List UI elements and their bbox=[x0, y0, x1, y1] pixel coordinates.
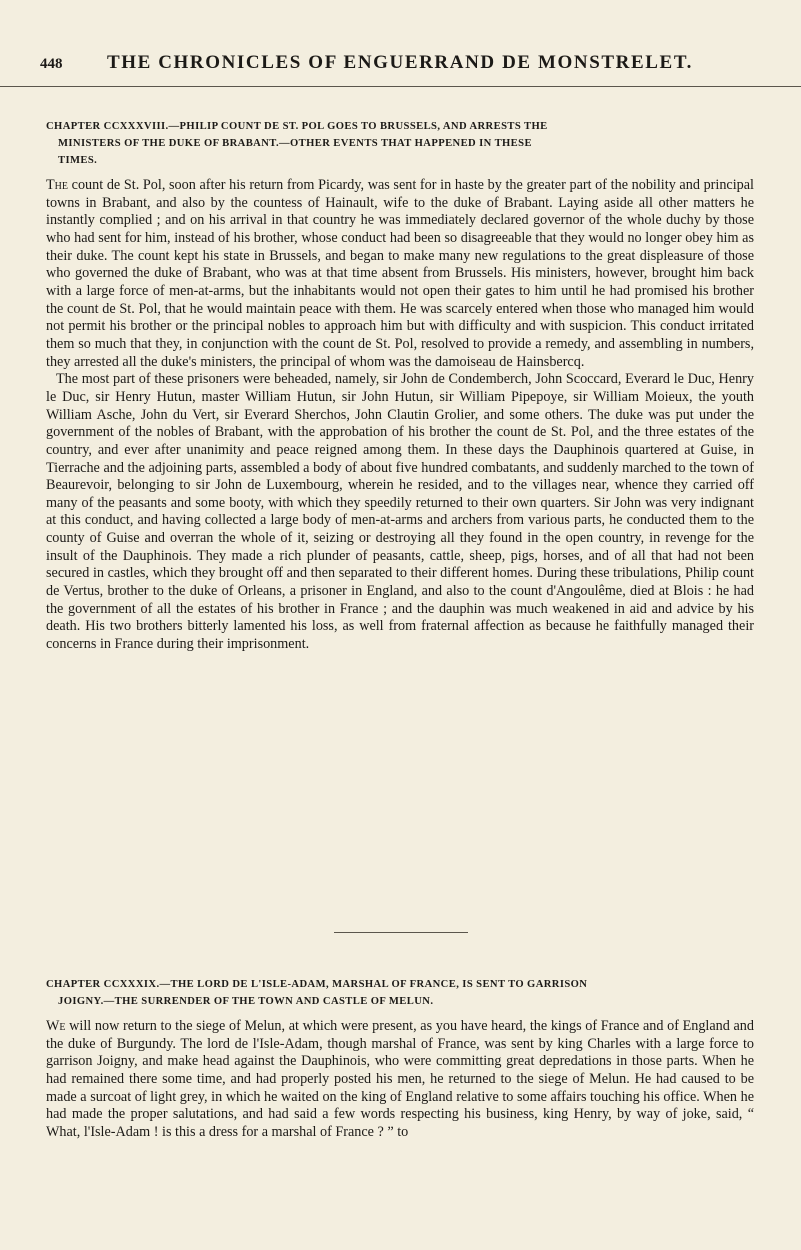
chapter-heading-line: TIMES. bbox=[58, 155, 98, 166]
chapter-heading-line: JOIGNY.—THE SURRENDER OF THE TOWN AND CASTLE OF MELUN. bbox=[58, 996, 434, 1007]
chapter-239 bbox=[46, 976, 754, 1142]
paragraph-text: count de St. Pol, soon after his return from Picardy, was sent for in haste by the greater part of the nobility and principal towns in Brabant, and also by the countess of Hainault, wife to the duke of Brabant. Laying aside all other matters he instantly complied ; and on his arrival in that country he was immediately declared governor of the whole duchy by those who had sent for him, instead of his brother, whose conduct had been so disagreeable that they would no longer obey him as their duke. The count kept his state in Brussels, and began to make many new regulations to the great displeasure of those who governed the duke of Brabant, who was at that time absent from Brussels. His ministers, however, brought him back with a large force of men-at-arms, but the inhabitants would not open their gates to him until he had promised his brother the count de St. Pol, that he would maintain peace with them. He was scarcely entered when those who managed him would not permit his brother or the principal nobles to approach him but with difficulty and with suspicion. This conduct irritated them so much that they, in conjunction with the count de St. Pol, resolved to provide a remedy, and assembling in numbers, they arrested all the duke's ministers, the principal of whom was the damoiseau de Hainsbercq. bbox=[46, 177, 754, 370]
page-number: 448 bbox=[40, 56, 63, 72]
chapter-heading bbox=[46, 976, 754, 1010]
chapter-heading bbox=[46, 118, 754, 169]
lead-word: The bbox=[46, 177, 68, 193]
chapter-heading-line: CHAPTER CCXXXVIII.—PHILIP COUNT DE ST. POL GOES TO BRUSSELS, AND ARRESTS THE bbox=[46, 121, 548, 132]
paragraph-text: will now return to the siege of Melun, at which were present, as you have heard, the kings of France and of England and the duke of Burgundy. The lord de l'Isle-Adam, though marshal of France, was sent by king Charles with a large force to garrison Joigny, and make head against the Dauphinois, who were committing great depredations in those parts. When he had remained there some time, and had properly posted his men, he returned to the siege of Melun. He had caused to be made a surcoat of light grey, in which he waited on the king of England relative to some affairs touching his office. When he had made the proper salutations, and had said a few words respecting his business, king Henry, by way of joke, said, “ What, l'Isle-Adam ! is this a dress for a marshal of France ? ” to bbox=[46, 1018, 754, 1140]
running-title: THE CHRONICLES OF ENGUERRAND DE MONSTRELET. bbox=[106, 52, 694, 73]
header-rule bbox=[0, 86, 801, 87]
paragraph-text: The most part of these prisoners were beheaded, namely, sir John de Condemberch, John Scoccard, Everard le Duc, Henry le Duc, sir Henry Hutun, master William Hutun, sir John Hutun, sir William Pipepoye, sir William Moieux, the youth William Asche, John du Vert, sir Everard Sherchos, John Clautin Grolier, and some others. The duke was put under the government of the nobles of Brabant, with the approbation of his brother the count de St. Pol, and the three estates of the country, and ever after unanimity and peace reigned among them. In these days the Dauphinois quartered at Guise, in Tierrache and the adjoining parts, assembled a body of about five hundred combatants, and suddenly marched to the town of Beaurevoir, belonging to sir John de Luxembourg, wherein he resided, and to the villages near, whence they carried off many of the peasants and some booty, with which they speedily returned to their own quarters. Sir John was very indignant at this conduct, and having collected a large body of men-at-arms and archers from various parts, he conducted them to the county of Guise and overran the whole of it, seizing or destroying all they found in the open country, in revenge for the insult of the Dauphinois. They made a rich plunder of peasants, cattle, sheep, pigs, horses, and of all that had not been secured in castles, which they brought off and then separated to their different homes. During these tribulations, Philip count de Vertus, brother to the duke of Orleans, a prisoner in England, and also to the count d'Angoulême, died at Blois : he had the government of all the estates of his brother in France ; and the dauphin was much weakened in aid and advice by his death. His two brothers bitterly lamented his loss, as well from fraternal affection as because he faithfully managed their concerns in France during their imprisonment. bbox=[46, 371, 754, 653]
paragraph bbox=[46, 177, 754, 371]
paragraph bbox=[46, 1018, 754, 1142]
lead-word: We bbox=[46, 1018, 66, 1034]
running-header bbox=[40, 52, 760, 82]
section-divider bbox=[334, 932, 468, 933]
chapter-heading-line: MINISTERS OF THE DUKE OF BRABANT.—OTHER EVENTS THAT HAPPENED IN THESE bbox=[58, 138, 532, 149]
paragraph bbox=[46, 371, 754, 654]
chapter-heading-line: CHAPTER CCXXXIX.—THE LORD DE L'ISLE-ADAM, MARSHAL OF FRANCE, IS SENT TO GARRISON bbox=[46, 979, 588, 990]
chapter-238 bbox=[46, 118, 754, 654]
